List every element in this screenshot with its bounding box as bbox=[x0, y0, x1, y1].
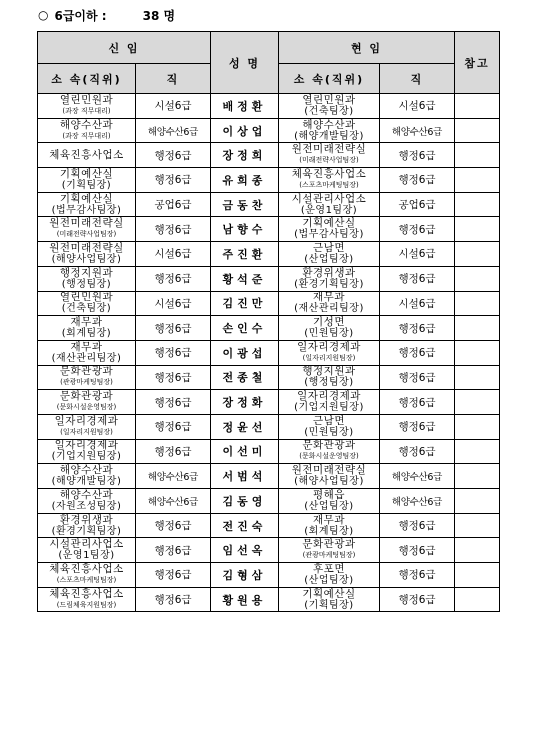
new-org-cell bbox=[38, 242, 136, 267]
name-cell: 주진환 bbox=[211, 242, 279, 267]
new-dept: 원전미래전략실 bbox=[49, 241, 124, 254]
name-cell: 전종철 bbox=[211, 365, 279, 390]
current-org-cell bbox=[279, 563, 380, 588]
name-cell: 임선옥 bbox=[211, 538, 279, 563]
new-rank-cell: 행정6급 bbox=[136, 538, 211, 563]
name-cell: 이상업 bbox=[211, 118, 279, 143]
current-org-cell bbox=[279, 266, 380, 291]
header-current-org: 소 속(직위) bbox=[279, 64, 380, 94]
note-cell bbox=[455, 464, 500, 489]
current-rank-cell: 해양수산6급 bbox=[380, 489, 455, 514]
current-rank-cell: 행정6급 bbox=[380, 266, 455, 291]
current-rank-cell: 행정6급 bbox=[380, 365, 455, 390]
new-dept: 열린민원과 bbox=[59, 93, 114, 106]
note-cell bbox=[455, 217, 500, 242]
new-dept: 문화관광과 bbox=[59, 390, 114, 403]
name-cell: 손인수 bbox=[211, 316, 279, 341]
new-position: (일자리지원팀장) bbox=[60, 427, 113, 436]
current-position: (건축팀장) bbox=[304, 105, 354, 117]
new-dept: 해양수산과 bbox=[59, 118, 114, 131]
current-position: (문화시설운영팀장) bbox=[299, 452, 359, 461]
table-row bbox=[38, 563, 500, 588]
new-org-cell bbox=[38, 390, 136, 415]
new-position: (법무감사팀장) bbox=[51, 204, 122, 216]
new-org-cell bbox=[38, 414, 136, 439]
table-row bbox=[38, 587, 500, 612]
new-position: (문화시설운영팀장) bbox=[56, 403, 117, 412]
name-cell: 정윤선 bbox=[211, 414, 279, 439]
current-org-cell bbox=[279, 143, 380, 168]
table-row bbox=[38, 390, 500, 415]
table-row bbox=[38, 291, 500, 316]
current-dept: 재무과 bbox=[313, 291, 345, 304]
current-rank-cell: 해양수산6급 bbox=[380, 118, 455, 143]
new-rank-cell: 행정6급 bbox=[136, 439, 211, 464]
new-position: (관광마케팅팀장) bbox=[60, 378, 113, 387]
header-new-rank: 직 bbox=[136, 64, 211, 94]
note-cell bbox=[455, 192, 500, 217]
new-org-cell bbox=[38, 365, 136, 390]
new-org-cell bbox=[38, 192, 136, 217]
current-org-cell bbox=[279, 242, 380, 267]
new-dept: 해양수산과 bbox=[59, 488, 114, 501]
new-org-cell bbox=[38, 94, 136, 119]
new-position: (행정팀장) bbox=[61, 278, 112, 290]
current-org-cell bbox=[279, 192, 380, 217]
table-row bbox=[38, 513, 500, 538]
new-rank-cell: 해양수산6급 bbox=[136, 118, 211, 143]
new-org-cell bbox=[38, 464, 136, 489]
note-cell bbox=[455, 538, 500, 563]
name-cell: 장정화 bbox=[211, 390, 279, 415]
new-org-cell bbox=[38, 316, 136, 341]
roster-table bbox=[37, 31, 500, 612]
current-org-cell bbox=[279, 340, 380, 365]
current-position: (해양개발팀장) bbox=[294, 130, 364, 142]
current-org-cell bbox=[279, 94, 380, 119]
current-rank-cell: 행정6급 bbox=[380, 168, 455, 193]
table-row bbox=[38, 242, 500, 267]
heading-marker: ○ bbox=[38, 8, 49, 22]
new-rank-cell: 행정6급 bbox=[136, 168, 211, 193]
current-position: (법무감사팀장) bbox=[294, 229, 364, 241]
name-cell: 이광섭 bbox=[211, 340, 279, 365]
new-rank-cell: 행정6급 bbox=[136, 390, 211, 415]
name-cell: 금동찬 bbox=[211, 192, 279, 217]
table-row bbox=[38, 365, 500, 390]
header-current-rank: 직 bbox=[380, 64, 455, 94]
current-org-cell bbox=[279, 168, 380, 193]
name-cell: 남향수 bbox=[211, 217, 279, 242]
current-dept: 일자리경제과 bbox=[297, 340, 361, 353]
new-rank-cell: 행정6급 bbox=[136, 365, 211, 390]
new-position: (재산관리팀장) bbox=[51, 352, 122, 364]
note-cell bbox=[455, 242, 500, 267]
new-rank-cell: 행정6급 bbox=[136, 316, 211, 341]
name-cell: 황원용 bbox=[211, 587, 279, 612]
note-cell bbox=[455, 291, 500, 316]
new-org-cell bbox=[38, 587, 136, 612]
current-org-cell bbox=[279, 414, 380, 439]
current-rank-cell: 시설6급 bbox=[380, 242, 455, 267]
note-cell bbox=[455, 439, 500, 464]
table-row bbox=[38, 340, 500, 365]
current-dept: 열린민원과 bbox=[302, 93, 356, 106]
table-row bbox=[38, 464, 500, 489]
new-dept: 기획예산실 bbox=[59, 167, 114, 180]
new-dept: 재무과 bbox=[70, 316, 103, 329]
header-current-position: 현 임 bbox=[279, 32, 455, 64]
current-dept: 원전미래전략실 bbox=[291, 143, 367, 156]
current-org-cell bbox=[279, 291, 380, 316]
current-position: (재산관리팀장) bbox=[294, 303, 364, 315]
current-org-cell bbox=[279, 513, 380, 538]
current-dept: 원전미래전략실 bbox=[291, 464, 367, 477]
note-cell bbox=[455, 94, 500, 119]
current-dept: 근남면 bbox=[313, 241, 345, 254]
new-rank-cell: 시설6급 bbox=[136, 94, 211, 119]
note-cell bbox=[455, 513, 500, 538]
current-position: (관광마케팅팀장) bbox=[302, 551, 356, 560]
new-rank-cell: 행정6급 bbox=[136, 143, 211, 168]
new-org-cell bbox=[38, 489, 136, 514]
note-cell bbox=[455, 489, 500, 514]
note-cell bbox=[455, 316, 500, 341]
new-position: (드림체육지원팀장) bbox=[56, 600, 117, 609]
current-org-cell bbox=[279, 464, 380, 489]
current-rank-cell: 공업6급 bbox=[380, 192, 455, 217]
current-dept: 시설관리사업소 bbox=[291, 192, 367, 205]
current-position: (기획팀장) bbox=[304, 599, 354, 611]
new-dept: 체육진흥사업소 bbox=[49, 562, 124, 575]
current-rank-cell: 행정6급 bbox=[380, 513, 455, 538]
new-dept: 일자리경제과 bbox=[54, 414, 119, 427]
new-position: (회계팀장) bbox=[61, 328, 112, 340]
current-dept: 기획예산실 bbox=[302, 587, 356, 600]
name-cell: 김진만 bbox=[211, 291, 279, 316]
current-rank-cell: 행정6급 bbox=[380, 217, 455, 242]
current-dept: 환경위생과 bbox=[302, 266, 356, 279]
roster-body bbox=[38, 94, 500, 612]
current-rank-cell: 행정6급 bbox=[380, 316, 455, 341]
new-position: (환경기획팀장) bbox=[51, 525, 122, 537]
new-org-cell bbox=[38, 563, 136, 588]
name-cell: 황석준 bbox=[211, 266, 279, 291]
current-rank-cell: 행정6급 bbox=[380, 538, 455, 563]
name-cell: 유희종 bbox=[211, 168, 279, 193]
new-position: (해양사업팀장) bbox=[51, 253, 122, 265]
table-row bbox=[38, 538, 500, 563]
table-row bbox=[38, 168, 500, 193]
current-rank-cell: 시설6급 bbox=[380, 291, 455, 316]
table-row bbox=[38, 217, 500, 242]
current-position: (민원팀장) bbox=[304, 426, 354, 438]
new-rank-cell: 행정6급 bbox=[136, 266, 211, 291]
new-rank-cell: 행정6급 bbox=[136, 513, 211, 538]
current-position: (기업지원팀장) bbox=[294, 402, 364, 414]
current-org-cell bbox=[279, 390, 380, 415]
current-rank-cell: 행정6급 bbox=[380, 340, 455, 365]
new-position: (자원조성팀장) bbox=[51, 500, 122, 512]
table-row bbox=[38, 489, 500, 514]
new-org-cell bbox=[38, 143, 136, 168]
new-org-cell bbox=[38, 217, 136, 242]
current-rank-cell: 행정6급 bbox=[380, 587, 455, 612]
new-position: (운영1팀장) bbox=[58, 550, 115, 562]
new-position: (건축팀장) bbox=[61, 303, 112, 315]
current-dept: 체육진흥사업소 bbox=[291, 167, 367, 180]
note-cell bbox=[455, 340, 500, 365]
current-org-cell bbox=[279, 217, 380, 242]
note-cell bbox=[455, 266, 500, 291]
current-rank-cell: 행정6급 bbox=[380, 563, 455, 588]
new-position: (스포츠마케팅팀장) bbox=[56, 575, 117, 584]
new-position: (기업지원팀장) bbox=[51, 451, 122, 463]
new-dept: 원전미래전략실 bbox=[49, 217, 124, 230]
new-rank-cell: 해양수산6급 bbox=[136, 464, 211, 489]
new-org-cell bbox=[38, 439, 136, 464]
new-org-cell bbox=[38, 118, 136, 143]
new-org-cell bbox=[38, 291, 136, 316]
table-row bbox=[38, 143, 500, 168]
note-cell bbox=[455, 118, 500, 143]
new-rank-cell: 행정6급 bbox=[136, 340, 211, 365]
new-rank-cell: 시설6급 bbox=[136, 242, 211, 267]
name-cell: 배정환 bbox=[211, 94, 279, 119]
current-position: (산업팀장) bbox=[304, 253, 354, 265]
current-position: (해양사업팀장) bbox=[294, 476, 364, 488]
current-position: (산업팀장) bbox=[304, 500, 354, 512]
current-position: (민원팀장) bbox=[304, 328, 354, 340]
current-dept: 일자리경제과 bbox=[297, 390, 361, 403]
new-position: (해양개발팀장) bbox=[51, 476, 122, 488]
current-org-cell bbox=[279, 365, 380, 390]
new-org-cell bbox=[38, 340, 136, 365]
name-cell: 서범석 bbox=[211, 464, 279, 489]
new-dept: 일자리경제과 bbox=[54, 439, 119, 452]
header-new-position: 신 임 bbox=[38, 32, 211, 64]
new-rank-cell: 해양수산6급 bbox=[136, 489, 211, 514]
new-dept: 행정지원과 bbox=[59, 266, 114, 279]
current-dept: 해양수산과 bbox=[302, 118, 356, 131]
name-cell: 김동영 bbox=[211, 489, 279, 514]
header-note: 참고 bbox=[455, 32, 500, 94]
name-cell: 김형삼 bbox=[211, 563, 279, 588]
current-rank-cell: 시설6급 bbox=[380, 94, 455, 119]
note-cell bbox=[455, 143, 500, 168]
note-cell bbox=[455, 414, 500, 439]
note-cell bbox=[455, 563, 500, 588]
current-rank-cell: 행정6급 bbox=[380, 143, 455, 168]
current-position: (미래전략사업팀장) bbox=[299, 156, 359, 165]
new-dept: 문화관광과 bbox=[59, 365, 114, 378]
current-dept: 근남면 bbox=[313, 414, 345, 427]
current-rank-cell: 행정6급 bbox=[380, 439, 455, 464]
current-org-cell bbox=[279, 439, 380, 464]
current-position: (행정팀장) bbox=[304, 377, 354, 389]
note-cell bbox=[455, 587, 500, 612]
new-org-cell bbox=[38, 168, 136, 193]
new-dept: 환경위생과 bbox=[59, 513, 114, 526]
current-org-cell bbox=[279, 587, 380, 612]
new-rank-cell: 행정6급 bbox=[136, 414, 211, 439]
current-org-cell bbox=[279, 538, 380, 563]
new-position: (과장 직무대리) bbox=[62, 131, 111, 140]
new-dept: 재무과 bbox=[70, 340, 103, 353]
new-rank-cell: 행정6급 bbox=[136, 563, 211, 588]
new-dept: 시설관리사업소 bbox=[49, 538, 124, 551]
current-dept: 기성면 bbox=[313, 316, 345, 329]
table-row bbox=[38, 414, 500, 439]
current-position: (스포츠마케팅팀장) bbox=[299, 180, 359, 189]
new-dept: 체육진흥사업소 bbox=[49, 148, 124, 161]
new-position: (기획팀장) bbox=[61, 179, 112, 191]
current-dept: 기획예산실 bbox=[302, 217, 356, 230]
note-cell bbox=[455, 365, 500, 390]
table-row bbox=[38, 94, 500, 119]
current-dept: 문화관광과 bbox=[302, 439, 356, 452]
current-position: (회계팀장) bbox=[304, 525, 354, 537]
header-name: 성 명 bbox=[211, 32, 279, 94]
current-position: (일자리지원팀장) bbox=[302, 353, 356, 362]
new-dept: 열린민원과 bbox=[59, 291, 114, 304]
current-dept: 평해읍 bbox=[313, 488, 345, 501]
header-new-org: 소 속(직위) bbox=[38, 64, 136, 94]
current-org-cell bbox=[279, 118, 380, 143]
note-cell bbox=[455, 168, 500, 193]
current-position: (운영1팀장) bbox=[300, 204, 358, 216]
new-rank-cell: 공업6급 bbox=[136, 192, 211, 217]
new-dept: 해양수산과 bbox=[59, 464, 114, 477]
note-cell bbox=[455, 390, 500, 415]
table-row bbox=[38, 192, 500, 217]
heading-count: 38 명 bbox=[142, 8, 176, 23]
new-dept: 체육진흥사업소 bbox=[49, 587, 124, 600]
current-rank-cell: 행정6급 bbox=[380, 414, 455, 439]
current-position: (환경기획팀장) bbox=[294, 278, 364, 290]
current-org-cell bbox=[279, 316, 380, 341]
name-cell: 이선미 bbox=[211, 439, 279, 464]
new-rank-cell: 행정6급 bbox=[136, 587, 211, 612]
new-rank-cell: 행정6급 bbox=[136, 217, 211, 242]
current-org-cell bbox=[279, 489, 380, 514]
new-org-cell bbox=[38, 266, 136, 291]
new-dept: 기획예산실 bbox=[59, 192, 114, 205]
name-cell: 장정희 bbox=[211, 143, 279, 168]
section-heading bbox=[38, 4, 175, 26]
new-position: (과장 직무대리) bbox=[62, 106, 111, 115]
new-org-cell bbox=[38, 538, 136, 563]
table-row bbox=[38, 439, 500, 464]
table-row bbox=[38, 316, 500, 341]
current-rank-cell: 행정6급 bbox=[380, 390, 455, 415]
table-row bbox=[38, 118, 500, 143]
current-dept: 문화관광과 bbox=[302, 538, 356, 551]
current-dept: 행정지원과 bbox=[302, 365, 356, 378]
name-cell: 전진숙 bbox=[211, 513, 279, 538]
table-row bbox=[38, 266, 500, 291]
heading-label: 6급이하 : bbox=[54, 8, 107, 23]
current-position: (산업팀장) bbox=[304, 574, 354, 586]
current-dept: 후포면 bbox=[313, 562, 345, 575]
new-position: (미래전략사업팀장) bbox=[56, 230, 117, 239]
current-dept: 재무과 bbox=[313, 513, 345, 526]
new-org-cell bbox=[38, 513, 136, 538]
new-rank-cell: 시설6급 bbox=[136, 291, 211, 316]
current-rank-cell: 해양수산6급 bbox=[380, 464, 455, 489]
